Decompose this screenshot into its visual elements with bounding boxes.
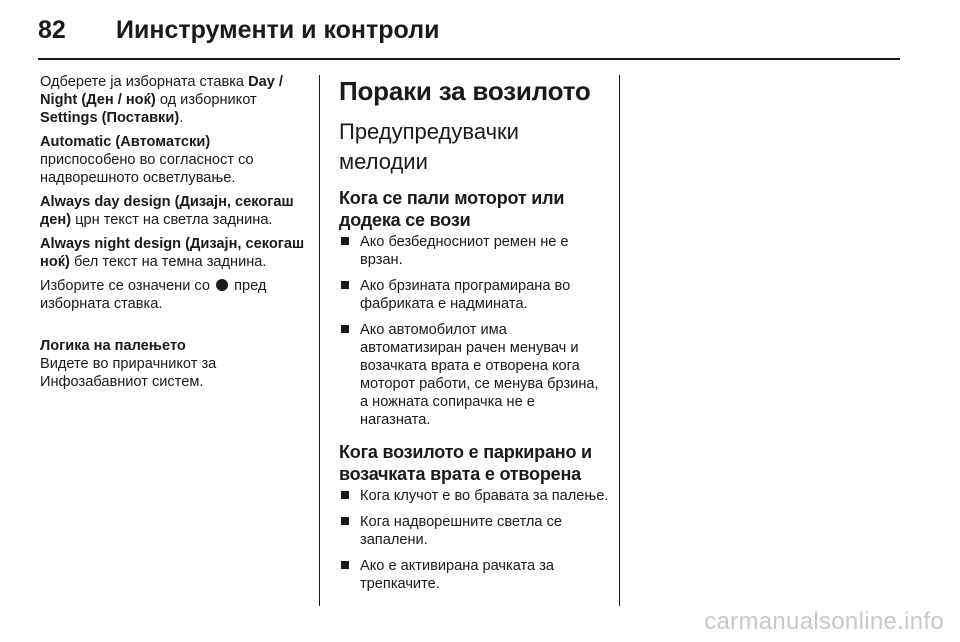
list-item: Кога клучот е во бравата за палење. [339, 487, 609, 505]
section1-list [339, 233, 609, 429]
list-item: Кога надворешните светла се запалени. [339, 513, 609, 549]
watermark: carmanualsonline.info [704, 608, 944, 635]
settings-option: Settings (Поставки) [40, 110, 180, 126]
always-night-option: Always night design (Дизајн, секогаш ноќ) [40, 236, 305, 270]
square-bullet-icon [341, 517, 349, 525]
left-column [40, 73, 312, 397]
list-item: Ако брзината програмирана во фабриката е надминатa. [339, 277, 609, 313]
paragraph-always-day: Always day design (Дизајн, секогаш ден) црн текст на светла заднина. [40, 194, 294, 228]
column-divider-left [319, 75, 320, 606]
day-night-option: Day / Night (Ден / ноќ) [40, 74, 283, 108]
section2-heading: Кога возилото е паркирано и возачката врата е отворена [339, 442, 592, 484]
section-title: Пораки за возилото [339, 76, 591, 106]
section1-heading: Кога се пали моторот или додека се вози [339, 188, 565, 230]
always-day-option: Always day design (Дизајн, секогаш ден) [40, 194, 294, 228]
list-item: Ако автомобилот има автоматизиран рачен менувач и возачката врата е отворена кога моторот работи, се менува брзина, а ножната сопирачка не е нагазната. [339, 321, 609, 429]
filled-circle-icon [216, 279, 228, 291]
page-title: Иинструменти и контроли [116, 15, 440, 44]
square-bullet-icon [341, 561, 349, 569]
section2-list [339, 487, 609, 593]
page-number: 82 [38, 15, 66, 44]
square-bullet-icon [341, 281, 349, 289]
paragraph-automatic: Automatic (Автоматски) приспособено во согласност со надворешното осветлување. [40, 134, 254, 186]
column-divider-right [619, 75, 620, 606]
header-rule [38, 58, 900, 60]
section-subtitle: Предупредувачки мелодии [339, 119, 519, 174]
paragraph-selection-note: Изборите се означени со пред изборната ставка. [40, 278, 267, 312]
square-bullet-icon [341, 325, 349, 333]
automatic-option: Automatic (Автоматски) [40, 134, 211, 150]
logic-heading: Логика на палењето [40, 338, 186, 354]
square-bullet-icon [341, 237, 349, 245]
list-item: Ако безбедносниот ремен не е врзан. [339, 233, 609, 269]
paragraph-always-night: Always night design (Дизајн, секогаш ноќ) бел текст на темна заднина. [40, 236, 305, 270]
page-header [38, 10, 898, 50]
paragraph-day-night: Одберете ја изборната ставка Day / Night (Ден / ноќ) од изборникот Settings (Поставки). [40, 74, 283, 126]
list-item: Ако е активирана рачката за трепкачите. [339, 557, 609, 593]
logic-text: Видете во прирачникот за Инфозабавниот систем. [40, 356, 217, 390]
middle-column [339, 75, 609, 605]
square-bullet-icon [341, 491, 349, 499]
